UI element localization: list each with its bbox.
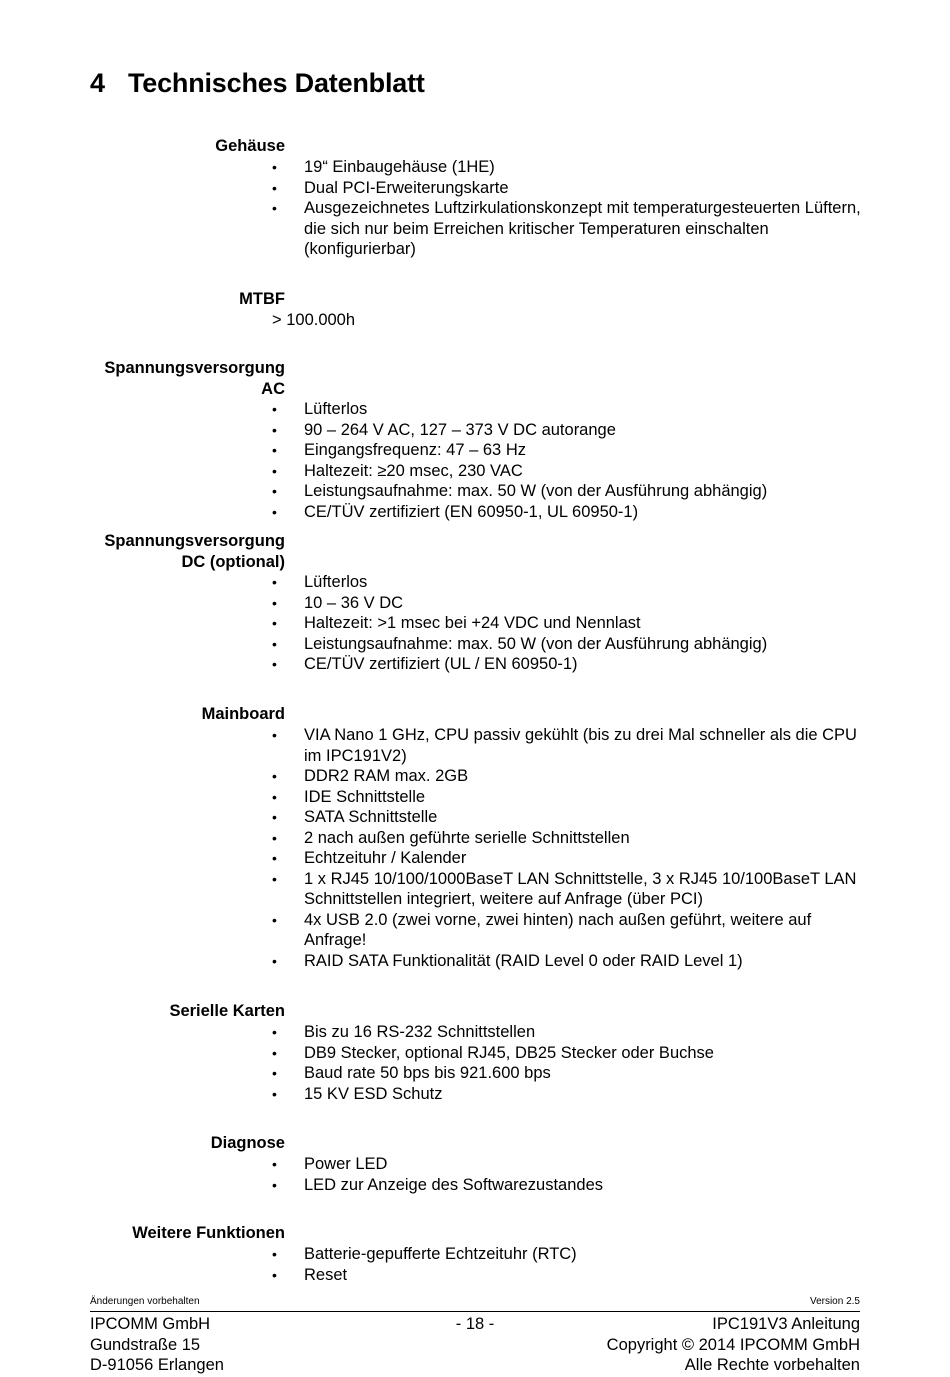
chapter-number: 4 <box>90 68 105 98</box>
bullet-icon: • <box>272 1065 277 1081</box>
section-label-line2: DC (optional) <box>181 553 285 571</box>
section-label: Diagnose <box>210 1134 285 1152</box>
bullet-icon: • <box>272 635 277 652</box>
bullet-icon: • <box>272 656 277 672</box>
list-item: • 90 – 264 V AC, 127 – 373 V DC autorange <box>272 420 616 439</box>
list-item: • 4x USB 2.0 (zwei vorne, zwei hinten) nach außen geführt, weitere auf Anfrage! <box>272 910 812 949</box>
bullet-icon: • <box>272 200 277 216</box>
list-item: • 2 nach außen geführte serielle Schnittstellen <box>272 828 630 847</box>
bullet-list <box>0 1244 864 1285</box>
list-item: • CE/TÜV zertifiziert (UL / EN 60950-1) <box>272 655 578 673</box>
bullet-icon: • <box>272 911 277 928</box>
bullet-icon: • <box>272 159 277 175</box>
bullet-icon: • <box>272 788 277 805</box>
bullet-icon: • <box>272 401 277 417</box>
bullet-icon: • <box>272 1176 277 1193</box>
bullet-icon: • <box>272 1266 277 1283</box>
bullet-icon: • <box>272 1085 277 1102</box>
list-item: • DB9 Stecker, optional RJ45, DB25 Stecker oder Buchse <box>272 1043 714 1062</box>
bullet-list <box>0 725 864 971</box>
list-item: • LED zur Anzeige des Softwarezustandes <box>272 1175 604 1194</box>
bullet-icon: • <box>272 727 277 743</box>
list-item: • 19“ Einbaugehäuse (1HE) <box>272 158 495 176</box>
list-item: • Haltezeit: ≥20 msec, 230 VAC <box>272 461 523 480</box>
bullet-icon: • <box>272 615 277 631</box>
footer-divider <box>90 1311 860 1312</box>
mtbf-value: > 100.000h <box>272 311 356 329</box>
bullet-icon: • <box>272 594 277 611</box>
bullet-list <box>0 399 864 522</box>
bullet-icon: • <box>272 870 277 887</box>
list-item: • RAID SATA Funktionalität (RAID Level 0 oder RAID Level 1) <box>272 951 743 970</box>
bullet-icon: • <box>272 179 277 196</box>
bullet-list <box>0 1022 864 1104</box>
section-label: Serielle Karten <box>169 1002 285 1020</box>
section-label: Mainboard <box>201 705 285 723</box>
bullet-icon: • <box>272 503 277 520</box>
footer-page-number: - 18 - <box>455 1315 495 1333</box>
bullet-icon: • <box>272 421 277 438</box>
list-item: • Bis zu 16 RS-232 Schnittstellen <box>272 1023 536 1041</box>
list-item: • Lüfterlos <box>272 400 368 418</box>
section-label: Gehäuse <box>215 137 285 155</box>
bullet-list <box>0 157 864 260</box>
footer-company: IPCOMM GmbH <box>90 1315 211 1333</box>
list-item: • VIA Nano 1 GHz, CPU passiv gekühlt (bis zu drei Mal schneller als die CPU im IPC191V2) <box>272 726 857 765</box>
footer-address <box>90 1314 224 1376</box>
section-label-line1: Spannungsversorgung <box>104 359 285 377</box>
list-item: • Dual PCI-Erweiterungskarte <box>272 178 509 197</box>
chapter-title: Technisches Datenblatt <box>128 68 425 98</box>
footer-doc-info <box>607 1314 860 1376</box>
bullet-icon: • <box>272 850 277 866</box>
list-item: • DDR2 RAM max. 2GB <box>272 767 469 785</box>
list-item: • Leistungsaufnahme: max. 50 W (von der Ausführung abhängig) <box>272 482 768 500</box>
list-item: • Lüfterlos <box>272 573 368 591</box>
section-label: MTBF <box>239 290 285 308</box>
footer-version: Version 2.5 <box>809 1296 860 1307</box>
list-item: • Batterie-gepufferte Echtzeituhr (RTC) <box>272 1245 577 1263</box>
footer-rights: Alle Rechte vorbehalten <box>684 1356 860 1374</box>
footer-city: D-91056 Erlangen <box>90 1356 224 1374</box>
bullet-list <box>0 1154 864 1195</box>
list-item: • Baud rate 50 bps bis 921.600 bps <box>272 1064 551 1082</box>
section-label-line2: AC <box>261 380 285 398</box>
list-item: • Reset <box>272 1265 348 1284</box>
bullet-icon: • <box>272 1024 277 1040</box>
bullet-icon: • <box>272 574 277 590</box>
list-item: • Power LED <box>272 1155 388 1173</box>
bullet-icon: • <box>272 1044 277 1061</box>
chapter-heading <box>90 68 425 99</box>
bullet-icon: • <box>272 952 277 969</box>
list-item: • Echtzeituhr / Kalender <box>272 849 467 867</box>
list-item: • Haltezeit: >1 msec bei +24 VDC und Nennlast <box>272 614 641 632</box>
footer-doc-title: IPC191V3 Anleitung <box>712 1315 860 1333</box>
list-item: • Eingangsfrequenz: 47 – 63 Hz <box>272 441 526 459</box>
bullet-icon: • <box>272 809 277 825</box>
bullet-icon: • <box>272 1246 277 1262</box>
bullet-icon: • <box>272 1156 277 1172</box>
bullet-icon: • <box>272 442 277 458</box>
footer-note-left: Änderungen vorbehalten <box>90 1296 200 1307</box>
bullet-icon: • <box>272 768 277 784</box>
bullet-icon: • <box>272 829 277 846</box>
bullet-icon: • <box>272 483 277 499</box>
list-item: • 1 x RJ45 10/100/1000BaseT LAN Schnittstelle, 3 x RJ45 10/100BaseT LAN Schnittstellen integriert, weitere auf Anfrage (über PCI) <box>272 869 857 908</box>
section-label-line1: Spannungsversorgung <box>104 532 285 550</box>
footer-copyright: Copyright © 2014 IPCOMM GmbH <box>606 1335 860 1354</box>
list-item: • SATA Schnittstelle <box>272 808 438 826</box>
list-item: • IDE Schnittstelle <box>272 787 426 806</box>
list-item: • 10 – 36 V DC <box>272 593 404 612</box>
bullet-icon: • <box>272 462 277 479</box>
list-item: • CE/TÜV zertifiziert (EN 60950-1, UL 60950-1) <box>272 502 639 521</box>
list-item: • 15 KV ESD Schutz <box>272 1084 443 1103</box>
bullet-list <box>0 572 864 675</box>
section-label: Weitere Funktionen <box>132 1224 285 1242</box>
footer-street: Gundstraße 15 <box>90 1335 201 1354</box>
list-item: • Ausgezeichnetes Luftzirkulationskonzept mit temperaturgesteuerten Lüftern, die sich nur beim Erreichen kritischer Temperaturen einschalten (konfigurierbar) <box>272 199 861 258</box>
list-item: • Leistungsaufnahme: max. 50 W (von der Ausführung abhängig) <box>272 634 768 653</box>
